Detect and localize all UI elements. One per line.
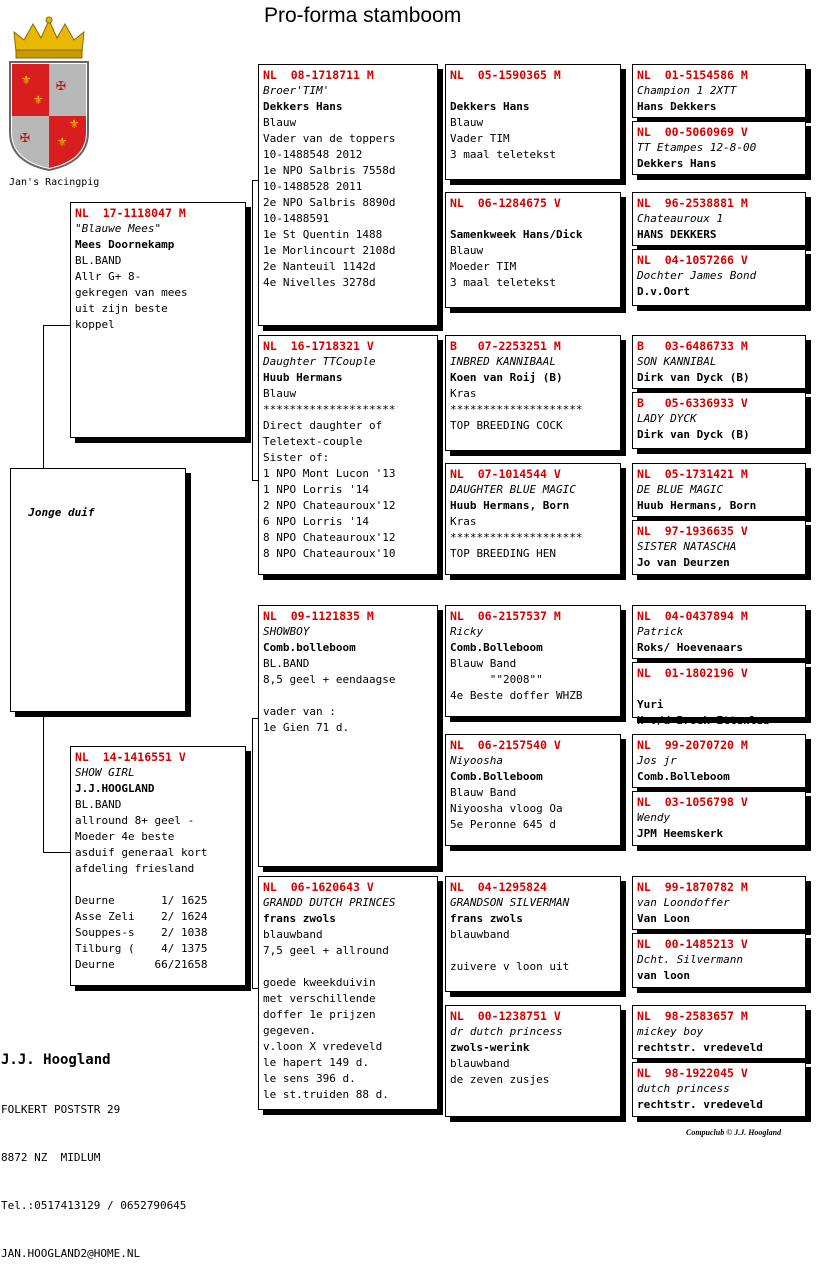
pigeon-card <box>258 876 438 1110</box>
pigeon-line: 10-1488548 2012 <box>263 148 363 161</box>
pigeon-line <box>263 688 433 704</box>
ring-number: NL 00-5060969 V <box>637 125 748 139</box>
pigeon-line: BL.BAND <box>263 657 310 670</box>
pigeon-line: dutch princess <box>637 1082 730 1095</box>
pigeon-line: Huub Hermans <box>263 371 343 384</box>
pigeon-line: Hans Dekkers <box>637 100 717 113</box>
pigeon-card <box>445 876 621 992</box>
pigeon-line: afdeling friesland <box>75 862 195 875</box>
pigeon-line: Huub Hermans, Born <box>450 499 570 512</box>
owner-address-2: 8872 NZ MIDLUM <box>1 1151 101 1164</box>
pigeon-line: doffer 1e prijzen <box>263 1008 376 1021</box>
pigeon-line: 2e Nanteuil 1142d <box>263 260 376 273</box>
pigeon-line: 2e NPO Salbris 8890d <box>263 196 396 209</box>
owner-block <box>1 1018 186 1278</box>
pigeon-line: v.loon X vredeveld <box>263 1040 383 1053</box>
pigeon-card <box>258 605 438 867</box>
pigeon-line: Blauw <box>450 244 484 257</box>
ring-number: NL 98-2583657 M <box>637 1009 748 1023</box>
pigeon-line: Comb.Bolleboom <box>450 770 543 783</box>
pigeon-line: "Blauwe Mees" <box>75 222 162 235</box>
pigeon-line: JPM Heemskerk <box>637 827 724 840</box>
pigeon-card <box>445 64 621 180</box>
pigeon-line: rechtstr. vredeveld <box>637 1041 763 1054</box>
pigeon-line: 8,5 geel + eendaagse <box>263 673 396 686</box>
ring-number: NL 00-1485213 V <box>637 937 748 951</box>
pigeon-line: koppel <box>75 318 115 331</box>
pigeon-line: mickey boy <box>637 1025 704 1038</box>
ring-number: B 07-2253251 M <box>450 339 561 353</box>
pigeon-card <box>258 64 438 326</box>
pigeon-line: Blauw Band <box>450 786 517 799</box>
pigeon-line: Tilburg ( 4/ 1375 <box>75 942 208 955</box>
pigeon-line: vader van : <box>263 705 336 718</box>
pigeon-line: 1e Gien 71 d. <box>263 721 350 734</box>
pigeon-line: gekregen van mees <box>75 286 188 299</box>
pigeon-line: 3 maal teletekst <box>450 276 556 289</box>
pigeon-line: Souppes-s 2/ 1038 <box>75 926 208 939</box>
pigeon-card <box>632 876 806 930</box>
pigeon-line: Comb.Bolleboom <box>637 770 730 783</box>
pigeon-card <box>632 1005 806 1059</box>
pigeon-line: 5e Peronne 645 d <box>450 818 556 831</box>
pigeon-line: Roks/ Hoevenaars <box>637 641 743 654</box>
subject-label: Jonge duif <box>28 506 95 519</box>
pigeon-line: Moeder 4e beste <box>75 830 175 843</box>
pigeon-line: 10-1488528 2011 <box>263 180 363 193</box>
ring-number: NL 00-1238751 V <box>450 1009 561 1023</box>
pigeon-line: Asse Zeli 2/ 1624 <box>75 910 208 923</box>
owner-name: J.J. Hoogland <box>1 1052 111 1068</box>
pigeon-line: SHOWBOY <box>263 625 310 638</box>
pigeon-line: Koen van Roij (B) <box>450 371 563 384</box>
pigeon-line: 1e St Quentin 1488 <box>263 228 383 241</box>
pigeon-card <box>632 249 806 306</box>
pigeon-line: Blauw <box>450 116 484 129</box>
pigeon-line: zwols-werink <box>450 1041 530 1054</box>
pigeon-line: GRANDSON SILVERMAN <box>450 896 570 909</box>
pigeon-card <box>445 192 621 308</box>
ring-number: NL 06-2157537 M <box>450 609 561 623</box>
pigeon-line: LADY DYCK <box>637 412 697 425</box>
pigeon-card <box>632 64 806 118</box>
pigeon-line: blauwband <box>263 928 323 941</box>
pigeon-line: D.v.Oort <box>637 285 690 298</box>
pigeon-line: gegeven. <box>263 1024 316 1037</box>
pigeon-line: Comb.bolleboom <box>263 641 356 654</box>
pigeon-card <box>632 1062 806 1117</box>
ring-number: NL 99-2070720 M <box>637 738 748 752</box>
connector-line <box>252 718 253 988</box>
pigeon-line: Yuri <box>637 698 664 711</box>
coat-of-arms-icon <box>8 14 90 174</box>
pigeon-line: met verschillende <box>263 992 376 1005</box>
pigeon-line <box>450 943 616 959</box>
pigeon-line: Dcht. Silvermann <box>637 953 743 966</box>
pigeon-card <box>632 520 806 575</box>
pigeon-line: 4e Nivelles 3278d <box>263 276 376 289</box>
pigeon-line: frans zwols <box>263 912 336 925</box>
pigeon-line: Jo van Deurzen <box>637 556 730 569</box>
pigeon-line: Ricky <box>450 625 484 638</box>
pigeon-line: ""2008"" <box>450 673 543 686</box>
ring-number: NL 05-1590365 M <box>450 68 561 82</box>
pigeon-line: Van Loon <box>637 912 690 925</box>
pigeon-card <box>445 1005 621 1117</box>
svg-text:✠: ✠ <box>20 127 30 146</box>
pigeon-line: 7,5 geel + allround <box>263 944 389 957</box>
svg-text:⚜: ⚜ <box>22 72 31 88</box>
connector-line <box>43 852 71 853</box>
pigeon-card <box>632 933 806 988</box>
connector-line <box>43 325 71 326</box>
pigeon-line: de zeven zusjes <box>450 1073 550 1086</box>
pigeon-line: Dirk van Dyck (B) <box>637 371 750 384</box>
pigeon-line: TT Etampes 12-8-00 <box>637 141 757 154</box>
pigeon-line: Teletext-couple <box>263 435 363 448</box>
pigeon-line: 1 NPO Mont Lucon '13 <box>263 467 396 480</box>
pigeon-line: Dirk van Dyck (B) <box>637 428 750 441</box>
ring-number: NL 04-1295824 <box>450 880 547 894</box>
ring-number: NL 04-0437894 M <box>637 609 748 623</box>
svg-text:✠: ✠ <box>56 75 66 94</box>
ring-number: B 05-6336933 V <box>637 396 748 410</box>
pigeon-line: Moeder TIM <box>450 260 517 273</box>
pigeon-line: Dekkers Hans <box>450 100 530 113</box>
pigeon-line: Deurne 66/21658 <box>75 958 208 971</box>
ring-number: NL 17-1118047 M <box>75 206 186 220</box>
pigeon-line: Daughter TTCouple <box>263 355 376 368</box>
pigeon-line: SHOW GIRL <box>75 766 135 779</box>
pigeon-card <box>445 605 621 717</box>
pigeon-line: 8 NPO Chateauroux'10 <box>263 547 396 560</box>
pigeon-line: blauwband <box>450 1057 510 1070</box>
pigeon-line: uit zijn beste <box>75 302 168 315</box>
page-title: Pro-forma stamboom <box>264 4 462 27</box>
ring-number: NL 01-5154586 M <box>637 68 748 82</box>
pigeon-line: van Loondoffer <box>637 896 730 909</box>
pigeon-card <box>632 734 806 788</box>
owner-address-1: FOLKERT POSTSTR 29 <box>1 1103 121 1116</box>
subject-box <box>10 468 186 712</box>
pigeon-line: Comb.Bolleboom <box>450 641 543 654</box>
pigeon-line: J.J.HOOGLAND <box>75 782 155 795</box>
pigeon-line: le st.truiden 88 d. <box>263 1088 389 1101</box>
pigeon-line: Patrick <box>637 625 684 638</box>
pigeon-line: Mees Doornekamp <box>75 238 175 251</box>
pigeon-line <box>450 211 616 227</box>
pigeon-card <box>70 202 246 438</box>
pigeon-line: allround 8+ geel - <box>75 814 195 827</box>
pigeon-line: TOP BREEDING HEN <box>450 547 556 560</box>
ring-number: NL 99-1870782 M <box>637 880 748 894</box>
connector-line <box>43 712 44 852</box>
crest-caption: Jan's Racingpig <box>9 177 100 188</box>
pigeon-card <box>632 392 806 449</box>
pigeon-line: frans zwols <box>450 912 523 925</box>
pigeon-line: Broer'TIM' <box>263 84 330 97</box>
pigeon-card <box>445 463 621 575</box>
pigeon-line: ******************** <box>450 531 583 544</box>
ring-number: NL 01-1802196 V <box>637 666 748 680</box>
pigeon-line: Dochter James Bond <box>637 269 757 282</box>
pigeon-card <box>632 335 806 389</box>
pigeon-line: le hapert 149 d. <box>263 1056 369 1069</box>
pigeon-card <box>632 463 806 517</box>
svg-text:⚜: ⚜ <box>70 116 79 132</box>
pigeon-line: Allr G+ 8- <box>75 270 142 283</box>
pigeon-line: Wendy <box>637 811 671 824</box>
ring-number: NL 96-2538881 M <box>637 196 748 210</box>
ring-number: NL 98-1922045 V <box>637 1066 748 1080</box>
ring-number: NL 03-1056798 V <box>637 795 748 809</box>
ring-number: NL 06-1284675 V <box>450 196 561 210</box>
svg-text:⚜: ⚜ <box>58 134 67 150</box>
pigeon-line: le sens 396 d. <box>263 1072 356 1085</box>
ring-number: NL 07-1014544 V <box>450 467 561 481</box>
pigeon-card <box>632 791 806 846</box>
pigeon-line <box>450 83 616 99</box>
ring-number: NL 08-1718711 M <box>263 68 374 82</box>
pigeon-line <box>637 681 801 697</box>
pigeon-line: Vader van de toppers <box>263 132 396 145</box>
ring-number: B 03-6486733 M <box>637 339 748 353</box>
ring-number: NL 16-1718321 V <box>263 339 374 353</box>
pigeon-line: GRANDD DUTCH PRINCES <box>263 896 396 909</box>
pigeon-card <box>632 662 806 727</box>
pigeon-line <box>75 877 241 893</box>
pigeon-line: Vader TIM <box>450 132 510 145</box>
ring-number: NL 97-1936635 V <box>637 524 748 538</box>
pigeon-line: DE BLUE MAGIC <box>637 483 724 496</box>
pigeon-line: 1e NPO Salbris 7558d <box>263 164 396 177</box>
connector-line <box>43 325 44 468</box>
pigeon-line: 4e Beste doffer WHZB <box>450 689 583 702</box>
pigeon-line: Sister of: <box>263 451 330 464</box>
pigeon-line: Blauw <box>263 387 297 400</box>
pigeon-line: zuivere v loon uit <box>450 960 570 973</box>
pigeon-line: 8 NPO Chateauroux'12 <box>263 531 396 544</box>
pigeon-line: van loon <box>637 969 690 982</box>
pigeon-line: SISTER NATASCHA <box>637 540 737 553</box>
pigeon-line: BL.BAND <box>75 798 122 811</box>
pigeon-line: DAUGHTER BLUE MAGIC <box>450 483 576 496</box>
pigeon-line: 1 NPO Lorris '14 <box>263 483 369 496</box>
svg-text:⚜: ⚜ <box>34 92 43 108</box>
pigeon-line <box>263 959 433 975</box>
pigeon-line: Deurne 1/ 1625 <box>75 894 208 907</box>
pigeon-line: 6 NPO Lorris '14 <box>263 515 369 528</box>
pigeon-line: Champion 1 2XTT <box>637 84 737 97</box>
pigeon-card <box>632 121 806 175</box>
pigeon-card <box>445 335 621 451</box>
pigeon-line: BL.BAND <box>75 254 122 267</box>
pigeon-line: INBRED KANNIBAAL <box>450 355 556 368</box>
pigeon-line: ******************** <box>450 403 583 416</box>
ring-number: NL 06-2157540 V <box>450 738 561 752</box>
pigeon-card <box>632 192 806 246</box>
pigeon-line: 3 maal teletekst <box>450 148 556 161</box>
pigeon-line: Blauw <box>263 116 297 129</box>
ring-number: NL 09-1121835 M <box>263 609 374 623</box>
pigeon-line: Kras <box>450 515 477 528</box>
ring-number: NL 14-1416551 V <box>75 750 186 764</box>
pigeon-line: SON KANNIBAL <box>637 355 717 368</box>
owner-email: JAN.HOOGLAND2@HOME.NL <box>1 1247 141 1260</box>
pigeon-line: Kras <box>450 387 477 400</box>
pigeon-card <box>70 746 246 986</box>
pigeon-line: rechtstr. vredeveld <box>637 1098 763 1111</box>
pigeon-line: H v/d Broek Ettenleu <box>637 714 770 727</box>
pigeon-line: ******************** <box>263 403 396 416</box>
footer-credit: Compuclub © J.J. Hoogland <box>686 1128 782 1137</box>
pigeon-line: Dekkers Hans <box>263 100 343 113</box>
ring-number: NL 04-1057266 V <box>637 253 748 267</box>
pigeon-line: goede kweekduivin <box>263 976 376 989</box>
pigeon-line: Samenkweek Hans/Dick <box>450 228 583 241</box>
pigeon-line: Chateauroux 1 <box>637 212 724 225</box>
pigeon-line: HANS DEKKERS <box>637 228 717 241</box>
pigeon-line: 2 NPO Chateauroux'12 <box>263 499 396 512</box>
owner-phone: Tel.:0517413129 / 0652790645 <box>1 1199 187 1212</box>
pigeon-line: Niyoosha <box>450 754 503 767</box>
pigeon-line: Direct daughter of <box>263 419 383 432</box>
pigeon-card <box>445 734 621 846</box>
pigeon-line: Jos jr <box>637 754 677 767</box>
pigeon-line: Blauw Band <box>450 657 517 670</box>
ring-number: NL 06-1620643 V <box>263 880 374 894</box>
ring-number: NL 05-1731421 M <box>637 467 748 481</box>
pigeon-card <box>258 335 438 575</box>
pigeon-line: Huub Hermans, Born <box>637 499 757 512</box>
pigeon-line: Niyoosha vloog Oa <box>450 802 563 815</box>
pigeon-line: blauwband <box>450 928 510 941</box>
pigeon-line: TOP BREEDING COCK <box>450 419 563 432</box>
pigeon-line: 10-1488591 <box>263 212 330 225</box>
pigeon-card <box>632 605 806 659</box>
pigeon-line: 1e Morlincourt 2108d <box>263 244 396 257</box>
pigeon-line: dr dutch princess <box>450 1025 563 1038</box>
pigeon-line: asduif generaal kort <box>75 846 208 859</box>
connector-line <box>252 180 253 480</box>
pigeon-line: Dekkers Hans <box>637 157 717 170</box>
